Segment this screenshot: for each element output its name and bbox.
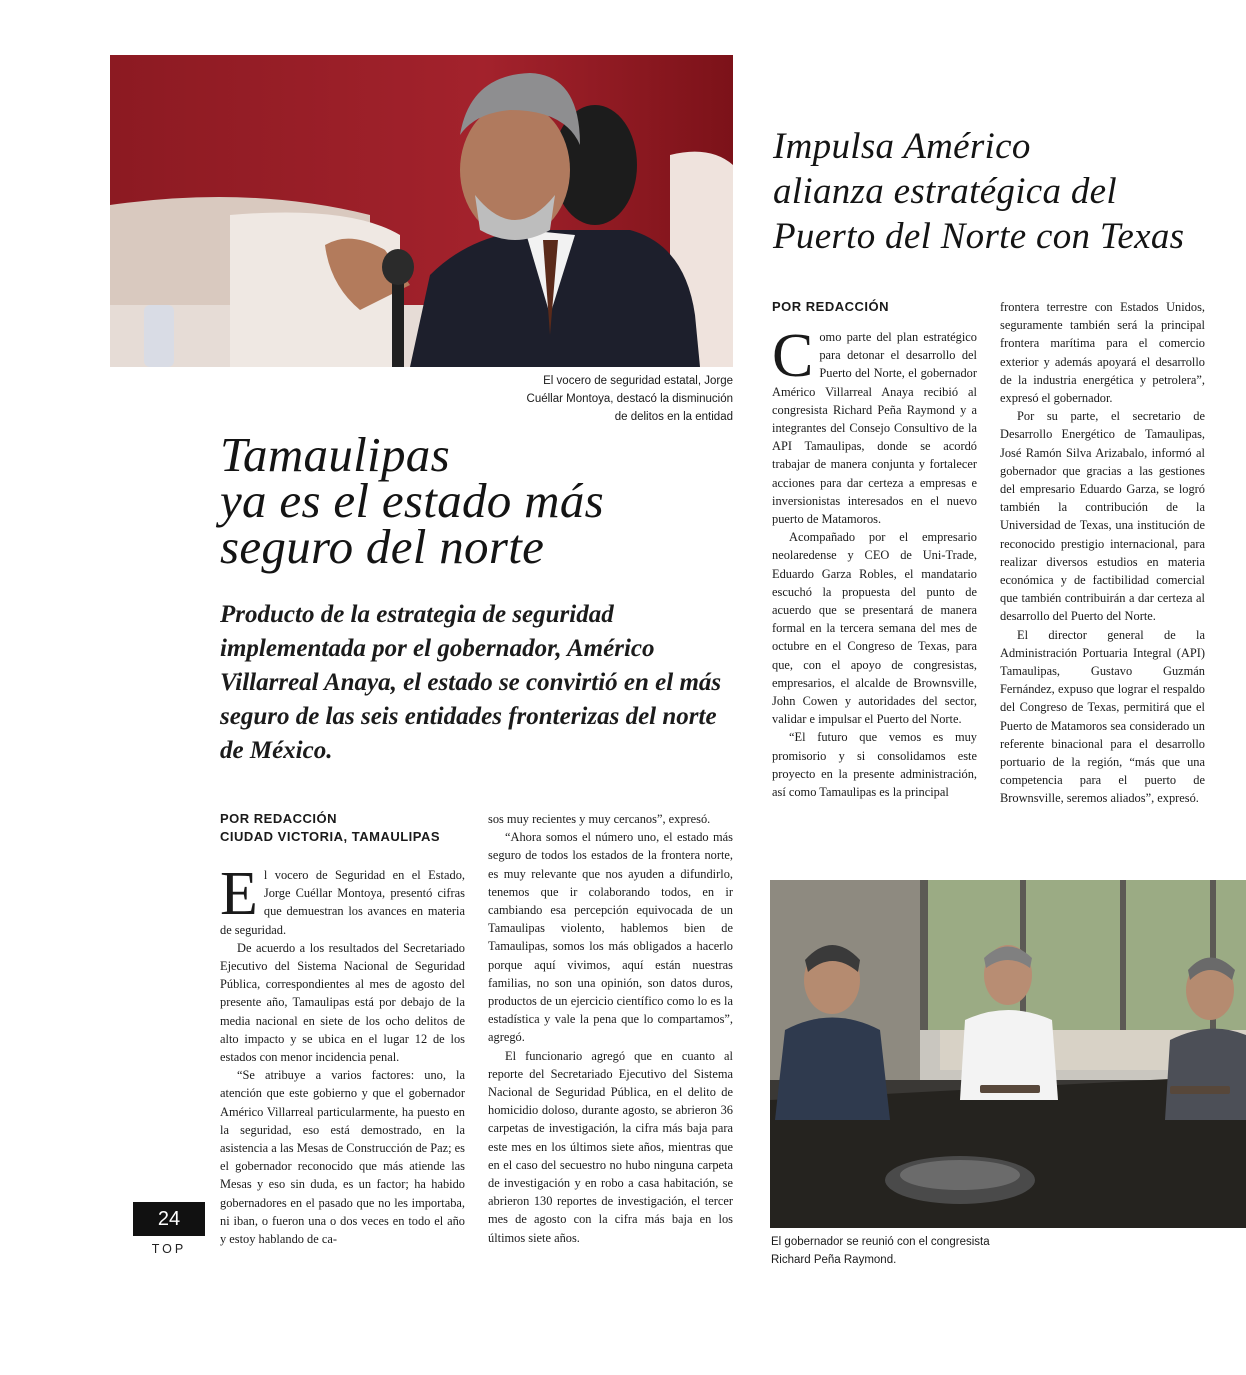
caption-line: El gobernador se reunió con el congresista [771, 1236, 990, 1248]
spokesperson-photo-caption [400, 372, 733, 426]
story1-byline [220, 810, 480, 846]
story2-paragraph-3-cont: frontera terrestre con Estados Unidos, seguramente también será la principal frontera marítima para el comercio exterior y además apoyará el desarrollo de la industria energética y petrolera”, expresó el gobernador. [1000, 300, 1205, 406]
headline-line: Impulsa Américo [773, 126, 1031, 167]
story2-paragraph-3: “El futuro que vemos es muy promisorio y si consolidamos este proyecto en la presente administración, así como Tamaulipas es la principal [772, 730, 977, 800]
headline-line: Tamaulipas [220, 427, 450, 482]
headline-line: alianza estratégica del [773, 171, 1117, 212]
caption-line: El vocero de seguridad estatal, Jorge [543, 375, 733, 387]
meeting-photo [770, 880, 1246, 1228]
caption-line: Richard Peña Raymond. [771, 1254, 897, 1266]
story2-paragraph-4: Por su parte, el secretario de Desarrollo Energético de Tamaulipas, José Ramón Silva Arizabalo, informó al gobernador que gracias a las gestiones del empresario Eduardo Garza, se logró también la contribución de la Universidad de Texas, una institución de reconocido prestigio internacional, para realizar diversos estudios en materia económica y de factibilidad comercial que también contribuirán a dar certeza al desarrollo del Puerto del Norte. [1000, 409, 1205, 624]
story1-paragraph-4: “Ahora somos el número uno, el estado más seguro de todos los estados de la frontera norte, es muy relevante que nos ayuden a difundirlo, tenemos que ir colaborando todos, en ir cambiando esa percepción equivocada de un Tamaulipas violento, hablemos bien de Tamaulipas, somos los más obligados a hacerlo porque aquí vivimos, aquí están nuestras familias, no son una opinión, son datos duros, productos de un ejercicio científico como lo es la estadística y vale la pena que lo compartamos”, agregó. [488, 830, 733, 1045]
caption-line: Cuéllar Montoya, destacó la disminución [526, 393, 733, 405]
story1-paragraph-3-cont: sos muy recientes y muy cercanos”, expresó. [488, 812, 711, 826]
headline-line: Puerto del Norte con Texas [773, 216, 1185, 257]
story1-paragraph-5: El funcionario agregó que en cuanto al reporte del Secretariado Ejecutivo del Sistema Nacional de Seguridad Pública, en el delito de homicidio doloso, durante agosto, se abrieron 36 carpetas de investigación, la cifra más baja para este mes en los últimos siete años, mientras que en el caso del secuestro no hubo ninguna carpeta de investigación y en robo a casa habitación, se abrieron 130 reportes de investigación, el tercer mes de agosto con la cifra más baja en los últimos siete años. [488, 1048, 733, 1245]
story1-paragraph-1: El vocero de Seguridad en el Estado, Jorge Cuéllar Montoya, presentó cifras que demuestran los avances en materia de seguridad. [220, 860, 465, 937]
headline-line: seguro del norte [220, 519, 545, 574]
story2-column-2 [1000, 298, 1205, 808]
story1-dropcap: E [220, 860, 258, 928]
meeting-photo-caption [771, 1233, 1101, 1269]
story1-headline [220, 427, 720, 574]
story2-headline [773, 124, 1243, 259]
byline-author: POR REDACCIÓN [220, 811, 338, 826]
story2-paragraph-1: Como parte del plan estratégico para detonar el desarrollo del Puerto del Norte, el gobernador Américo Villarreal Anaya recibió al congresista Richard Peña Raymond y a integrantes del Consejo Consultivo de la API Tamaulipas, donde se acordó trabajar de manera conjunta y fortalecer acciones para dar certeza a empresas e inversionistas interesados en el nuevo puerto de Matamoros. [772, 322, 977, 527]
meeting-photo-image [770, 880, 1246, 1228]
story2-dropcap: C [772, 322, 814, 390]
headline-line: ya es el estado más [220, 473, 605, 528]
story2-column-1 [772, 322, 977, 801]
story1-column-1 [220, 860, 465, 1248]
story2-paragraph-5: El director general de la Administración Portuaria Integral (API) Tamaulipas, Gustavo Guzmán Fernández, expuso que lograr el respaldo del Congreso de Texas, permitirá que el Puerto de Matamoros sea considerado un referente binacional para el desarrollo portuario de la región, “más que una competencia para el puerto de Brownsville, seremos aliados”, expresó. [1000, 627, 1205, 806]
caption-line: de delitos en la entidad [614, 411, 733, 423]
section-label: TOP [151, 1242, 187, 1256]
spokesperson-photo [110, 55, 733, 367]
story1-paragraph-2: De acuerdo a los resultados del Secretariado Ejecutivo del Sistema Nacional de Seguridad Pública, correspondientes al mes de agosto del presente año, Tamaulipas está por debajo de la media nacional en siete de los ocho delitos de alto impacto y se ubica en el lugar 12 de los estados con menor incidencia penal. [220, 940, 465, 1065]
story1-column-2 [488, 810, 733, 1247]
story2-paragraph-2: Acompañado por el empresario neolaredense y CEO de Uni-Trade, Eduardo Garza Robles, el mandatario escuchó la propuesta del punto de acuerdo que se presentará de manera formal en la tercera semana del mes de octubre en el Congreso de Texas, para que, con el apoyo de congresistas, empresarios, el alcalde de Brownsville, John Cowen y autoridades del sector, validar e impulsar el Puerto del Norte. [772, 530, 977, 727]
story1-deck: Producto de la estrategia de seguridad implementada por el gobernador, Américo Villarreal Anaya, el estado se convirtió en el más seguro de las seis entidades fronterizas del norte de México. [220, 601, 722, 764]
story1-paragraph-3: “Se atribuye a varios factores: uno, la atención que este gobierno y que el gobernador Américo Villarreal particularmente, ha puesto en la seguridad, eso está demostrado, en la asistencia a las Mesas de Construcción de Paz; es el gobernador reconocido que más atiende las Mesas y eso sin duda, es un factor; ha habido gobernadores en el pasado que no les importaba, ni iban, o fueron una o dos veces en todo el año y estoy hablando de ca- [220, 1068, 465, 1247]
byline-location: CIUDAD VICTORIA, TAMAULIPAS [220, 829, 441, 844]
story2-byline: POR REDACCIÓN [772, 299, 890, 314]
spokesperson-photo-image [110, 55, 733, 367]
page-number: 24 [133, 1202, 205, 1236]
